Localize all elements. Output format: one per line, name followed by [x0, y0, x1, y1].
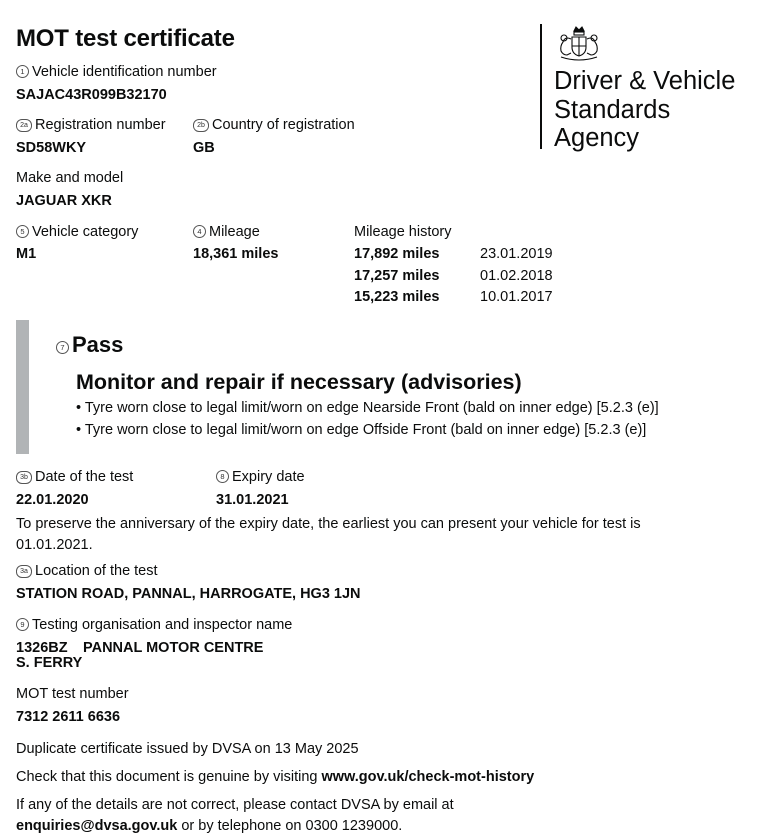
history-date: 10.01.2017	[480, 289, 553, 305]
field-number-badge: 3b	[16, 471, 32, 484]
inspector-name: S. FERRY	[16, 655, 83, 671]
organisation-name: PANNAL MOTOR CENTRE	[83, 640, 264, 656]
contact-email-link[interactable]: enquiries@dvsa.gov.uk	[16, 818, 178, 834]
advisories-heading: Monitor and repair if necessary (advisories)	[76, 370, 522, 394]
contact-line-2	[16, 818, 402, 834]
anniversary-note: To preserve the anniversary of the expiry date, the earliest you can present your vehicle for test is 01.01.2021.	[16, 516, 641, 553]
history-miles: 17,257 miles	[354, 268, 440, 284]
expiry-label-text: Expiry date	[232, 469, 305, 485]
test-number-value: 7312 2611 6636	[16, 709, 121, 725]
agency-line-2: Standards	[554, 95, 671, 124]
page-title: MOT test certificate	[16, 25, 235, 52]
check-prefix: Check that this document is genuine by visiting	[16, 769, 322, 785]
location-label	[16, 563, 158, 579]
location-label-text: Location of the test	[35, 563, 158, 579]
field-number-badge: 3a	[16, 565, 32, 578]
advisory-text: Tyre worn close to legal limit/worn on edge Nearside Front (bald on inner edge) [5.2.3 (e)]	[84, 400, 659, 416]
organisation-code: 1326BZ	[16, 640, 68, 656]
field-number-badge: 2a	[16, 119, 32, 132]
test-date-label	[16, 469, 133, 485]
country-label	[193, 117, 355, 133]
country-value: GB	[193, 140, 215, 156]
history-miles: 15,223 miles	[354, 289, 440, 305]
royal-coat-of-arms-icon	[556, 24, 602, 62]
make-model-value: JAGUAR XKR	[16, 193, 112, 209]
contact-phone-text: or by telephone on 0300 1239000.	[177, 818, 403, 834]
organisation-label	[16, 617, 292, 633]
expiry-value: 31.01.2021	[216, 492, 289, 508]
advisory-text: Tyre worn close to legal limit/worn on edge Offside Front (bald on inner edge) [5.2.3 (e)]	[84, 422, 647, 438]
vin-value: SAJAC43R099B32170	[16, 87, 167, 103]
expiry-label	[216, 469, 305, 485]
history-miles: 17,892 miles	[354, 246, 440, 262]
agency-name	[554, 67, 735, 153]
make-model-label: Make and model	[16, 170, 124, 186]
history-date: 23.01.2019	[480, 246, 553, 262]
test-date-value: 22.01.2020	[16, 492, 89, 508]
result-bar	[16, 320, 29, 454]
vin-label	[16, 64, 217, 80]
mileage-label-text: Mileage	[209, 224, 260, 240]
registration-label	[16, 117, 166, 133]
agency-line-1: Driver & Vehicle	[554, 67, 736, 95]
duplicate-note: Duplicate certificate issued by DVSA on 13 May 2025	[16, 741, 359, 757]
organisation-label-text: Testing organisation and inspector name	[32, 617, 293, 633]
mileage-label	[193, 224, 260, 240]
vin-label-text: Vehicle identification number	[32, 64, 217, 80]
agency-line-3: Agency	[554, 124, 640, 152]
field-number-badge: 8	[216, 470, 229, 483]
check-note	[16, 769, 534, 785]
category-value: M1	[16, 246, 37, 262]
registration-label-text: Registration number	[35, 117, 166, 133]
field-number-badge: 5	[16, 225, 29, 238]
location-value: STATION ROAD, PANNAL, HARROGATE, HG3 1JN	[16, 586, 361, 602]
mileage-history-label: Mileage history	[354, 224, 452, 240]
contact-line-1: If any of the details are not correct, please contact DVSA by email at	[16, 797, 454, 813]
mileage-value: 18,361 miles	[193, 246, 279, 262]
field-number-badge: 2b	[193, 119, 209, 132]
advisory-item: • Tyre worn close to legal limit/worn on edge Nearside Front (bald on inner edge) [5.2.3 (e)]	[76, 400, 659, 416]
field-number-badge: 1	[16, 65, 29, 78]
test-date-label-text: Date of the test	[35, 469, 134, 485]
field-number-badge: 7	[56, 341, 69, 354]
category-label-text: Vehicle category	[32, 224, 139, 240]
agency-logo	[540, 24, 742, 152]
field-number-badge: 4	[193, 225, 206, 238]
test-number-label: MOT test number	[16, 686, 129, 702]
result-status: Pass	[72, 332, 124, 357]
category-label	[16, 224, 138, 240]
registration-value: SD58WKY	[16, 140, 87, 156]
country-label-text: Country of registration	[212, 117, 355, 133]
field-number-badge: 9	[16, 618, 29, 631]
advisory-item: • Tyre worn close to legal limit/worn on edge Offside Front (bald on inner edge) [5.2.3 (e)]	[76, 422, 647, 438]
result-heading	[56, 332, 123, 358]
history-date: 01.02.2018	[480, 268, 553, 284]
check-mot-history-link[interactable]: www.gov.uk/check-mot-history	[321, 769, 535, 785]
